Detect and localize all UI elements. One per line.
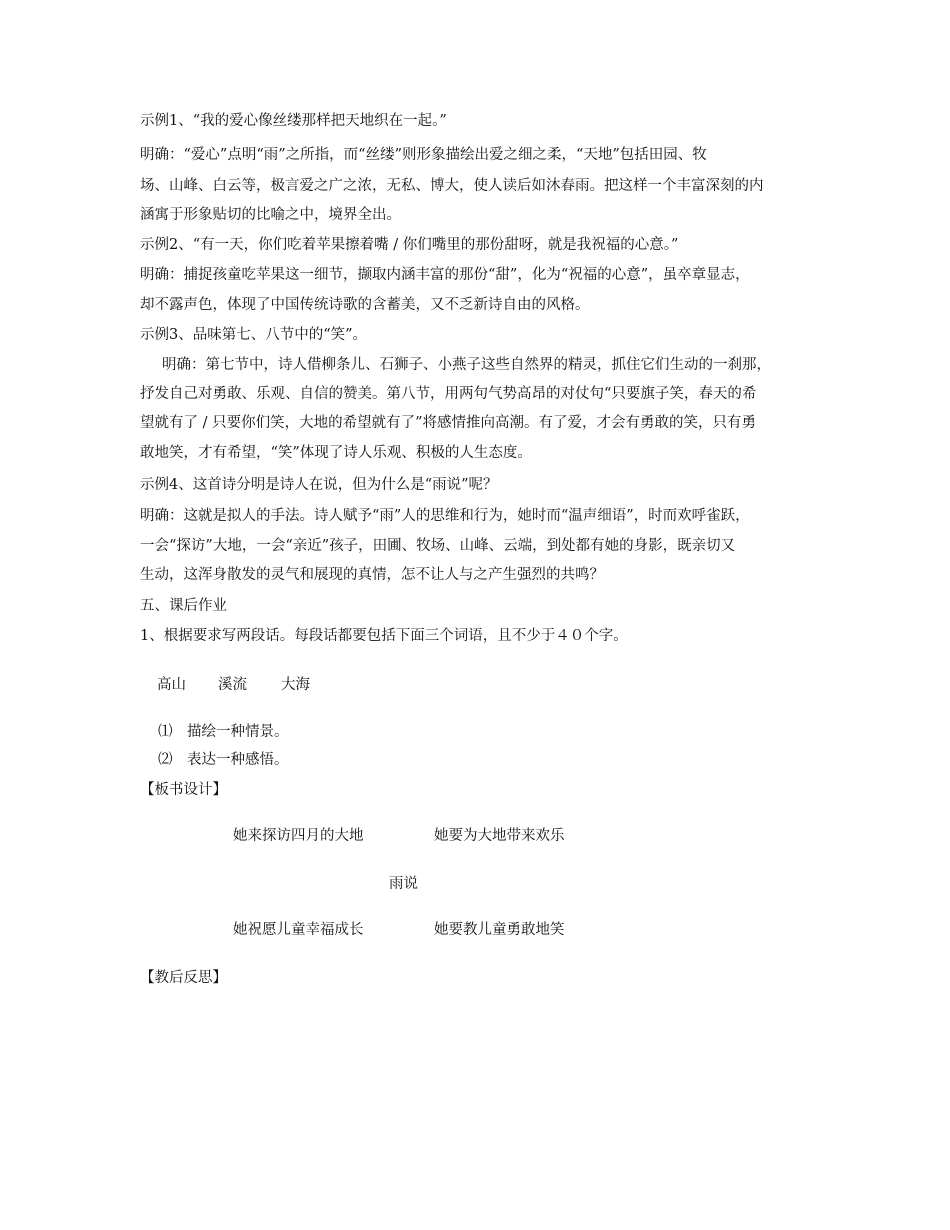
board-design-heading: 【板书设计】 [140, 782, 227, 798]
example-3-title: 示例3、品味第七、八节中的“笑”。 [140, 327, 368, 343]
explanation-2-line-1: 明确：捕捉孩童吃苹果这一细节，撷取内涵丰富的那份“甜”，化为“祝福的心意”，虽卒章显志， [140, 267, 750, 283]
explanation-3-line-4: 敢地笑，才有希望，“笑”体现了诗人乐观、积极的人生态度。 [140, 445, 532, 461]
explanation-3-line-3: 望就有了 / 只要你们笑，大地的希望就有了”将感情推向高潮。有了爱，才会有勇敢的笑，只有勇 [140, 415, 757, 431]
explanation-1-line-3: 涵寓于形象贴切的比喻之中，境界全出。 [140, 207, 401, 223]
word-item: 大海 [281, 677, 310, 693]
task-item-1: ⑴ 描绘一种情景。 [158, 724, 289, 740]
example-4-title: 示例4、这首诗分明是诗人在说，但为什么是“雨说”呢？ [140, 477, 498, 493]
explanation-1-line-1: 明确：“爱心”点明“雨”之所指，而“丝缕”则形象描绘出爱之细之柔，“天地”包括田园、牧 [140, 147, 707, 163]
homework-item-1: 1、根据要求写两段话。每段话都要包括下面三个词语，且不少于４０个字。 [140, 628, 628, 644]
explanation-4-line-1: 明确：这就是拟人的手法。诗人赋予“雨”人的思维和行为，她时而“温声细语”，时而欢呼雀跃， [140, 508, 750, 524]
example-1-title: 示例1、“我的爱心像丝缕那样把天地织在一起。” [140, 113, 447, 129]
board-top-right: 她要为大地带来欢乐 [434, 828, 565, 844]
explanation-3-line-1: 明确：第七节中，诗人借柳条儿、石狮子、小燕子这些自然界的精灵，抓住它们生动的一刹那， [162, 357, 771, 373]
reflection-heading: 【教后反思】 [140, 970, 227, 986]
explanation-3-line-2: 抒发自己对勇敢、乐观、自信的赞美。第八节，用两句气势高昂的对仗句“只要旗子笑，春天的希 [140, 386, 757, 402]
board-bottom-left: 她祝愿儿童幸福成长 [233, 922, 364, 938]
word-item: 高山 [157, 677, 186, 693]
board-top-left: 她来探访四月的大地 [233, 828, 364, 844]
example-2-title: 示例2、“有一天，你们吃着苹果擦着嘴 / 你们嘴里的那份甜呀，就是我祝福的心意。” [140, 237, 679, 253]
task-item-2: ⑵ 表达一种感悟。 [158, 752, 289, 768]
word-item: 溪流 [218, 677, 247, 693]
explanation-4-line-2: 一会“探访”大地，一会“亲近”孩子，田圃、牧场、山峰、云端，到处都有她的身影，既亲切又 [140, 538, 736, 554]
explanation-1-line-2: 场、山峰、白云等，极言爱之广之浓，无私、博大，使人读后如沐春雨。把这样一个丰富深刻的内 [140, 178, 764, 194]
explanation-4-line-3: 生动，这浑身散发的灵气和展现的真情，怎不让人与之产生强烈的共鸣？ [140, 567, 604, 583]
section-homework-heading: 五、课后作业 [140, 598, 227, 614]
word-list [157, 675, 837, 695]
board-bottom-right: 她要教儿童勇敢地笑 [434, 922, 565, 938]
board-center-title: 雨说 [389, 876, 418, 892]
explanation-2-line-2: 却不露声色，体现了中国传统诗歌的含蓄美，又不乏新诗自由的风格。 [140, 297, 590, 313]
